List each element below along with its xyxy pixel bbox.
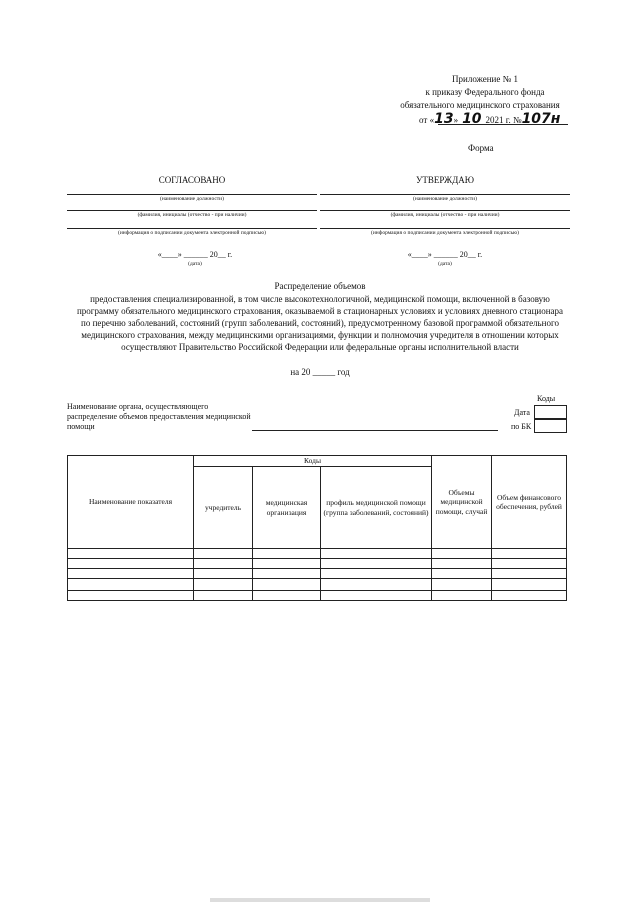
table-row [68, 559, 567, 569]
right-date-line: «____» ______ 20__ г. [407, 250, 483, 259]
table-row [68, 549, 567, 559]
table-row [68, 591, 567, 601]
table-cell[interactable] [432, 549, 492, 559]
col-indicator-header: Наименование показателя [68, 456, 194, 549]
document-title: Распределение объемов [274, 281, 366, 291]
table-cell[interactable] [492, 549, 567, 559]
table-cell[interactable] [432, 591, 492, 601]
table-cell[interactable] [68, 579, 194, 591]
table-cell[interactable] [492, 579, 567, 591]
right-name-line [320, 210, 570, 211]
table-cell[interactable] [321, 579, 432, 591]
approval-right-title: УТВЕРЖДАЮ [415, 175, 474, 185]
right-position-line [320, 194, 570, 195]
table-cell[interactable] [194, 569, 253, 579]
col-profile-header: профиль медицинской помощи (группа заболеваний, состояний) [321, 467, 432, 549]
codes-label: Коды [537, 394, 556, 403]
table-cell[interactable] [321, 559, 432, 569]
table-cell[interactable] [321, 549, 432, 559]
org-name-field[interactable] [252, 430, 498, 431]
left-name-line [67, 210, 317, 211]
table-cell[interactable] [194, 591, 253, 601]
left-date-line: «____» ______ 20__ г. [157, 250, 233, 259]
bk-code-box[interactable] [534, 418, 567, 433]
table-cell[interactable] [68, 569, 194, 579]
right-signature-line [320, 228, 570, 229]
table-cell[interactable] [492, 591, 567, 601]
distribution-table [67, 455, 567, 601]
bk-label: по БК [511, 422, 532, 431]
table-cell[interactable] [68, 549, 194, 559]
left-signature-caption: (информация о подписании документа электронной подписью) [118, 230, 266, 236]
right-name-caption: (фамилия, инициалы (отчество - при наличии) [390, 212, 500, 218]
col-finance-header: Объем финансового обеспечения, рублей [492, 456, 567, 549]
table-cell[interactable] [432, 579, 492, 591]
left-signature-line [67, 228, 317, 229]
date-prefix: от « [419, 115, 435, 125]
header-fund-name: обязательного медицинского страхования [400, 100, 560, 110]
title-line-6: осуществляют Правительство Российской Федерации или федеральные органы исполнительной власти [121, 342, 519, 352]
table-cell[interactable] [194, 549, 253, 559]
year-line: на 20 _____ год [290, 367, 350, 377]
table-cell[interactable] [432, 569, 492, 579]
title-line-2: предоставления специализированной, в том числе высокотехнологичной, медицинской помощи, включенной в базовую [90, 294, 550, 304]
title-line-5: медицинского страхования, между медицинскими организациями, функции и полномочия учредителя в отношении которых [81, 330, 559, 340]
table-header-row-1 [68, 456, 567, 467]
left-name-caption: (фамилия, инициалы (отчество - при наличии) [137, 212, 247, 218]
right-signature-caption: (информация о подписании документа электронной подписью) [371, 230, 519, 236]
header-appendix: Приложение № 1 [452, 74, 518, 84]
date-month: 10 [462, 111, 482, 127]
org-label-1: Наименование органа, осуществляющего [67, 402, 209, 411]
right-date-caption: (дата) [438, 261, 452, 267]
left-date-caption: (дата) [188, 261, 202, 267]
table-row [68, 579, 567, 591]
header-order-ref: к приказу Федерального фонда [425, 87, 545, 97]
table-cell[interactable] [492, 559, 567, 569]
table-cell[interactable] [68, 559, 194, 569]
table-cell[interactable] [253, 591, 321, 601]
codes-group-header: Коды [194, 456, 432, 467]
title-line-4: по перечню заболеваний, состояний (групп заболеваний, состояний), предусмотренному базовой программой обязательного [81, 318, 559, 328]
scan-edge-artifact [210, 898, 430, 902]
left-position-caption: (наименование должности) [160, 196, 224, 202]
org-label-3: помощи [67, 422, 95, 431]
form-label: Форма [468, 143, 494, 153]
date-separator: » [453, 115, 459, 125]
table-row [68, 569, 567, 579]
order-number: 107н [521, 111, 561, 127]
org-label-2: распределение объемов предоставления медицинской [67, 412, 251, 421]
table-cell[interactable] [68, 591, 194, 601]
table-cell[interactable] [253, 569, 321, 579]
col-medorg-header: медицинская организация [253, 467, 321, 549]
col-volume-header: Объемы медицинской помощи, случай [432, 456, 492, 549]
left-position-line [67, 194, 317, 195]
date-label: Дата [514, 408, 530, 417]
approval-left-title: СОГЛАСОВАНО [158, 175, 226, 185]
table-cell[interactable] [194, 579, 253, 591]
table-cell[interactable] [321, 591, 432, 601]
date-day: 13 [434, 111, 454, 127]
table-cell[interactable] [321, 569, 432, 579]
table-cell[interactable] [253, 559, 321, 569]
table-cell[interactable] [492, 569, 567, 579]
col-founder-header: учредитель [194, 467, 253, 549]
table-cell[interactable] [432, 559, 492, 569]
right-position-caption: (наименование должности) [413, 196, 477, 202]
date-year: 2021 г. № [485, 115, 522, 125]
table-cell[interactable] [253, 549, 321, 559]
table-cell[interactable] [253, 579, 321, 591]
title-line-3: программу обязательного медицинского страхования, оказываемой в стационарных условиях и условиях дневного стационара [76, 306, 564, 316]
table-cell[interactable] [194, 559, 253, 569]
order-date-underline [438, 124, 568, 125]
